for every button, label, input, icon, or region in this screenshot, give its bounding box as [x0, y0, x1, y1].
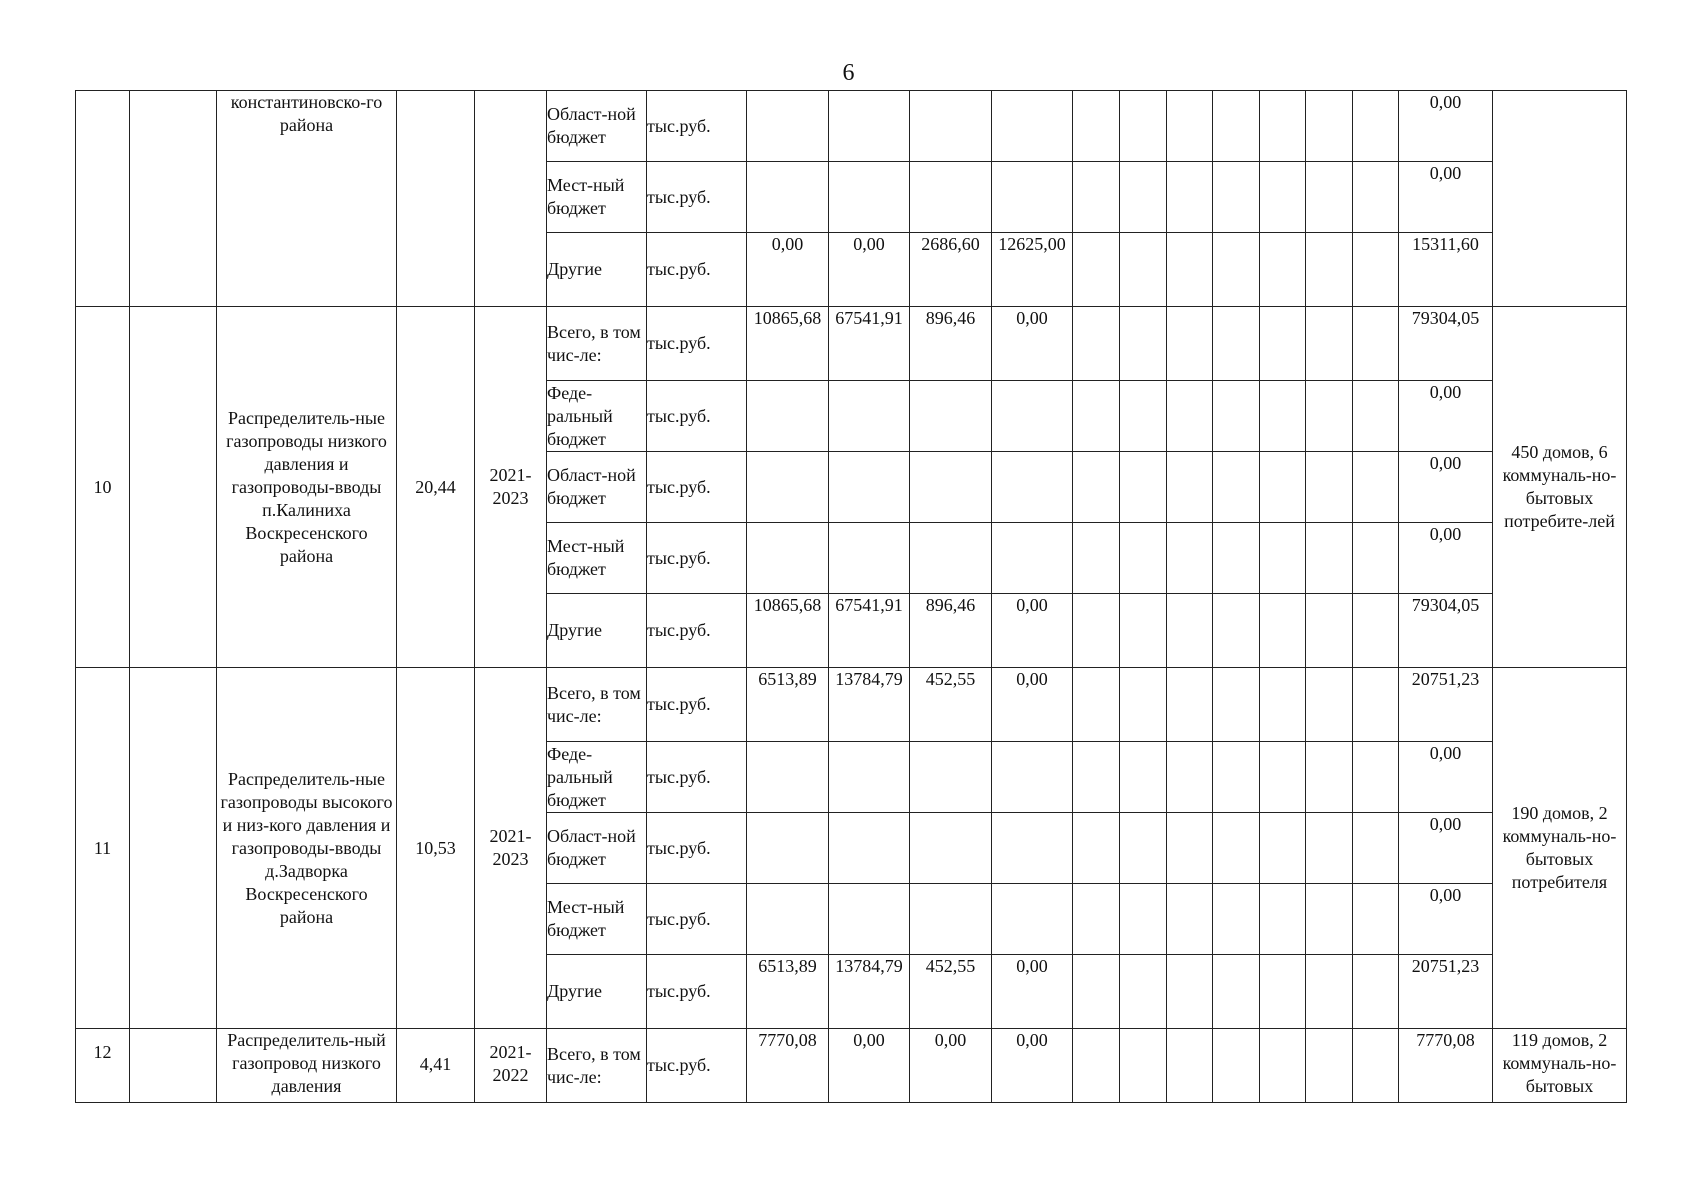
- period-value: 2021-2023: [475, 668, 547, 1029]
- source-label: Област-ной бюджет: [547, 813, 647, 884]
- empty-cell: [829, 381, 910, 452]
- row-number: 12: [76, 1029, 130, 1103]
- object-name: константиновско-го района: [217, 91, 397, 307]
- total-value: 0,00: [1399, 162, 1493, 233]
- length-cell: [397, 91, 475, 307]
- total-value: 0,00: [1399, 742, 1493, 813]
- empty-cell: [1120, 381, 1167, 452]
- empty-cell: [1213, 307, 1260, 381]
- empty-cell: [829, 91, 910, 162]
- empty-cell: [1073, 523, 1120, 594]
- total-value: 79304,05: [1399, 594, 1493, 668]
- empty-cell: [829, 813, 910, 884]
- empty-cell: [1306, 452, 1353, 523]
- empty-cell: [1306, 523, 1353, 594]
- empty-cell: [1120, 452, 1167, 523]
- empty-cell: [1213, 233, 1260, 307]
- empty-cell: [1353, 813, 1399, 884]
- empty-cell: [1167, 668, 1213, 742]
- empty-cell: [1120, 594, 1167, 668]
- table-row: [76, 1029, 1627, 1103]
- year-value: 0,00: [992, 668, 1073, 742]
- empty-cell: [1260, 668, 1306, 742]
- source-label: Мест-ный бюджет: [547, 884, 647, 955]
- empty-cell: [1306, 955, 1353, 1029]
- year-value: 12625,00: [992, 233, 1073, 307]
- empty-cell: [992, 742, 1073, 813]
- empty-cell: [1120, 742, 1167, 813]
- empty-cell: [1306, 884, 1353, 955]
- empty-cell: [1260, 452, 1306, 523]
- empty-cell: [130, 91, 217, 307]
- empty-cell: [1306, 813, 1353, 884]
- empty-cell: [1213, 162, 1260, 233]
- empty-cell: [1120, 813, 1167, 884]
- empty-cell: [910, 523, 992, 594]
- year-value: 0,00: [992, 955, 1073, 1029]
- empty-cell: [1306, 1029, 1353, 1103]
- total-value: 0,00: [1399, 381, 1493, 452]
- source-label: Област-ной бюджет: [547, 91, 647, 162]
- total-value: 15311,60: [1399, 233, 1493, 307]
- year-value: 13784,79: [829, 668, 910, 742]
- object-name: Распределитель-ные газопроводы низкого давления и газопроводы-вводы п.Калиниха Воскресенского района: [217, 307, 397, 668]
- source-label: Мест-ный бюджет: [547, 523, 647, 594]
- period-value: 2021-2022: [475, 1029, 547, 1103]
- unit-label: тыс.руб.: [647, 955, 747, 1029]
- year-value: 2686,60: [910, 233, 992, 307]
- year-value: 7770,08: [747, 1029, 829, 1103]
- total-value: 0,00: [1399, 813, 1493, 884]
- object-name: Распределитель-ные газопроводы высокого и низ-кого давления и газопроводы-вводы д.Задворка Воскресенского района: [217, 668, 397, 1029]
- empty-cell: [1213, 742, 1260, 813]
- total-value: 20751,23: [1399, 955, 1493, 1029]
- empty-cell: [1167, 452, 1213, 523]
- empty-cell: [1213, 813, 1260, 884]
- source-label: Мест-ный бюджет: [547, 162, 647, 233]
- empty-cell: [1353, 594, 1399, 668]
- empty-cell: [747, 162, 829, 233]
- empty-cell: [1306, 742, 1353, 813]
- empty-cell: [1120, 1029, 1167, 1103]
- empty-cell: [1120, 668, 1167, 742]
- empty-cell: [910, 813, 992, 884]
- result-text: 119 домов, 2 коммуналь-но-бытовых: [1493, 1029, 1627, 1103]
- empty-cell: [910, 884, 992, 955]
- page-number: 6: [842, 60, 855, 86]
- empty-cell: [1213, 955, 1260, 1029]
- unit-label: тыс.руб.: [647, 742, 747, 813]
- source-label: Другие: [547, 594, 647, 668]
- empty-cell: [1353, 452, 1399, 523]
- empty-cell: [747, 742, 829, 813]
- row-number: 10: [76, 307, 130, 668]
- empty-cell: [130, 668, 217, 1029]
- source-label: Всего, в том чис-ле:: [547, 668, 647, 742]
- empty-cell: [1120, 91, 1167, 162]
- empty-cell: [1120, 884, 1167, 955]
- total-value: 20751,23: [1399, 668, 1493, 742]
- empty-cell: [1073, 955, 1120, 1029]
- source-label: Другие: [547, 955, 647, 1029]
- object-name: Распределитель-ный газопровод низкого давления: [217, 1029, 397, 1103]
- result-cell: [1493, 91, 1627, 307]
- year-value: 13784,79: [829, 955, 910, 1029]
- empty-cell: [1213, 594, 1260, 668]
- empty-cell: [747, 884, 829, 955]
- empty-cell: [1073, 594, 1120, 668]
- year-value: 6513,89: [747, 668, 829, 742]
- empty-cell: [1120, 162, 1167, 233]
- year-value: 0,00: [829, 233, 910, 307]
- length-value: 4,41: [397, 1029, 475, 1103]
- empty-cell: [1260, 162, 1306, 233]
- empty-cell: [1073, 1029, 1120, 1103]
- empty-cell: [1306, 307, 1353, 381]
- unit-label: тыс.руб.: [647, 91, 747, 162]
- length-value: 20,44: [397, 307, 475, 668]
- empty-cell: [1306, 91, 1353, 162]
- total-value: 0,00: [1399, 91, 1493, 162]
- investment-table: [75, 90, 1627, 1103]
- row-number: 11: [76, 668, 130, 1029]
- period-cell: [475, 91, 547, 307]
- empty-cell: [1073, 162, 1120, 233]
- empty-cell: [1167, 91, 1213, 162]
- empty-cell: [1260, 813, 1306, 884]
- empty-cell: [1213, 884, 1260, 955]
- year-value: 6513,89: [747, 955, 829, 1029]
- unit-label: тыс.руб.: [647, 594, 747, 668]
- unit-label: тыс.руб.: [647, 307, 747, 381]
- empty-cell: [1353, 162, 1399, 233]
- empty-cell: [1306, 233, 1353, 307]
- empty-cell: [747, 813, 829, 884]
- empty-cell: [829, 742, 910, 813]
- empty-cell: [747, 91, 829, 162]
- year-value: 67541,91: [829, 594, 910, 668]
- empty-cell: [1260, 381, 1306, 452]
- empty-cell: [1120, 523, 1167, 594]
- empty-cell: [992, 884, 1073, 955]
- unit-label: тыс.руб.: [647, 162, 747, 233]
- unit-label: тыс.руб.: [647, 452, 747, 523]
- empty-cell: [130, 307, 217, 668]
- empty-cell: [992, 523, 1073, 594]
- year-value: 0,00: [992, 307, 1073, 381]
- year-value: 452,55: [910, 955, 992, 1029]
- year-value: 10865,68: [747, 594, 829, 668]
- empty-cell: [1073, 813, 1120, 884]
- empty-cell: [910, 452, 992, 523]
- row-number-cell: [76, 91, 130, 307]
- empty-cell: [1073, 742, 1120, 813]
- empty-cell: [1260, 594, 1306, 668]
- empty-cell: [1073, 307, 1120, 381]
- empty-cell: [1260, 523, 1306, 594]
- empty-cell: [1213, 381, 1260, 452]
- empty-cell: [1353, 381, 1399, 452]
- empty-cell: [910, 742, 992, 813]
- year-value: 0,00: [910, 1029, 992, 1103]
- year-value: 0,00: [992, 1029, 1073, 1103]
- empty-cell: [1120, 307, 1167, 381]
- empty-cell: [747, 381, 829, 452]
- year-value: 67541,91: [829, 307, 910, 381]
- empty-cell: [1353, 884, 1399, 955]
- source-label: Другие: [547, 233, 647, 307]
- total-value: 7770,08: [1399, 1029, 1493, 1103]
- empty-cell: [1260, 91, 1306, 162]
- year-value: 0,00: [829, 1029, 910, 1103]
- total-value: 0,00: [1399, 884, 1493, 955]
- empty-cell: [992, 381, 1073, 452]
- total-value: 79304,05: [1399, 307, 1493, 381]
- table-row: [76, 91, 1627, 162]
- empty-cell: [1073, 884, 1120, 955]
- unit-label: тыс.руб.: [647, 884, 747, 955]
- unit-label: тыс.руб.: [647, 1029, 747, 1103]
- empty-cell: [1353, 307, 1399, 381]
- empty-cell: [1073, 668, 1120, 742]
- unit-label: тыс.руб.: [647, 523, 747, 594]
- year-value: 10865,68: [747, 307, 829, 381]
- result-text: 190 домов, 2 коммуналь-но-бытовых потребителя: [1493, 668, 1627, 1029]
- total-value: 0,00: [1399, 523, 1493, 594]
- empty-cell: [992, 813, 1073, 884]
- empty-cell: [1167, 813, 1213, 884]
- empty-cell: [1306, 668, 1353, 742]
- total-value: 0,00: [1399, 452, 1493, 523]
- source-label: Феде-ральный бюджет: [547, 742, 647, 813]
- empty-cell: [1167, 1029, 1213, 1103]
- unit-label: тыс.руб.: [647, 668, 747, 742]
- empty-cell: [1306, 381, 1353, 452]
- year-value: 0,00: [747, 233, 829, 307]
- empty-cell: [1213, 91, 1260, 162]
- length-value: 10,53: [397, 668, 475, 1029]
- empty-cell: [1260, 307, 1306, 381]
- source-label: Всего, в том чис-ле:: [547, 1029, 647, 1103]
- empty-cell: [1260, 884, 1306, 955]
- empty-cell: [1167, 594, 1213, 668]
- empty-cell: [1260, 742, 1306, 813]
- empty-cell: [1353, 523, 1399, 594]
- empty-cell: [1167, 523, 1213, 594]
- source-label: Всего, в том чис-ле:: [547, 307, 647, 381]
- empty-cell: [130, 1029, 217, 1103]
- empty-cell: [910, 381, 992, 452]
- source-label: Област-ной бюджет: [547, 452, 647, 523]
- empty-cell: [1167, 233, 1213, 307]
- empty-cell: [1353, 1029, 1399, 1103]
- empty-cell: [910, 162, 992, 233]
- empty-cell: [829, 452, 910, 523]
- year-value: 896,46: [910, 307, 992, 381]
- empty-cell: [1353, 742, 1399, 813]
- empty-cell: [1167, 884, 1213, 955]
- empty-cell: [1353, 233, 1399, 307]
- empty-cell: [1353, 91, 1399, 162]
- empty-cell: [1260, 1029, 1306, 1103]
- empty-cell: [1213, 668, 1260, 742]
- empty-cell: [747, 523, 829, 594]
- source-label: Феде-ральный бюджет: [547, 381, 647, 452]
- table-row: [76, 668, 1627, 742]
- unit-label: тыс.руб.: [647, 813, 747, 884]
- table-row: [76, 307, 1627, 381]
- empty-cell: [910, 91, 992, 162]
- empty-cell: [1073, 233, 1120, 307]
- empty-cell: [1213, 1029, 1260, 1103]
- unit-label: тыс.руб.: [647, 381, 747, 452]
- empty-cell: [1353, 668, 1399, 742]
- year-value: 452,55: [910, 668, 992, 742]
- empty-cell: [1213, 452, 1260, 523]
- empty-cell: [992, 162, 1073, 233]
- empty-cell: [829, 162, 910, 233]
- result-text: 450 домов, 6 коммуналь-но-бытовых потребите-лей: [1493, 307, 1627, 668]
- year-value: 0,00: [992, 594, 1073, 668]
- empty-cell: [1120, 955, 1167, 1029]
- empty-cell: [1167, 381, 1213, 452]
- empty-cell: [829, 523, 910, 594]
- empty-cell: [1260, 233, 1306, 307]
- empty-cell: [1073, 381, 1120, 452]
- empty-cell: [1073, 91, 1120, 162]
- empty-cell: [1167, 955, 1213, 1029]
- unit-label: тыс.руб.: [647, 233, 747, 307]
- empty-cell: [992, 452, 1073, 523]
- empty-cell: [1213, 523, 1260, 594]
- empty-cell: [992, 91, 1073, 162]
- year-value: 896,46: [910, 594, 992, 668]
- empty-cell: [1353, 955, 1399, 1029]
- empty-cell: [1167, 307, 1213, 381]
- empty-cell: [1260, 955, 1306, 1029]
- empty-cell: [747, 452, 829, 523]
- empty-cell: [1167, 742, 1213, 813]
- empty-cell: [1167, 162, 1213, 233]
- empty-cell: [1306, 162, 1353, 233]
- empty-cell: [1073, 452, 1120, 523]
- period-value: 2021-2023: [475, 307, 547, 668]
- empty-cell: [1306, 594, 1353, 668]
- empty-cell: [1120, 233, 1167, 307]
- empty-cell: [829, 884, 910, 955]
